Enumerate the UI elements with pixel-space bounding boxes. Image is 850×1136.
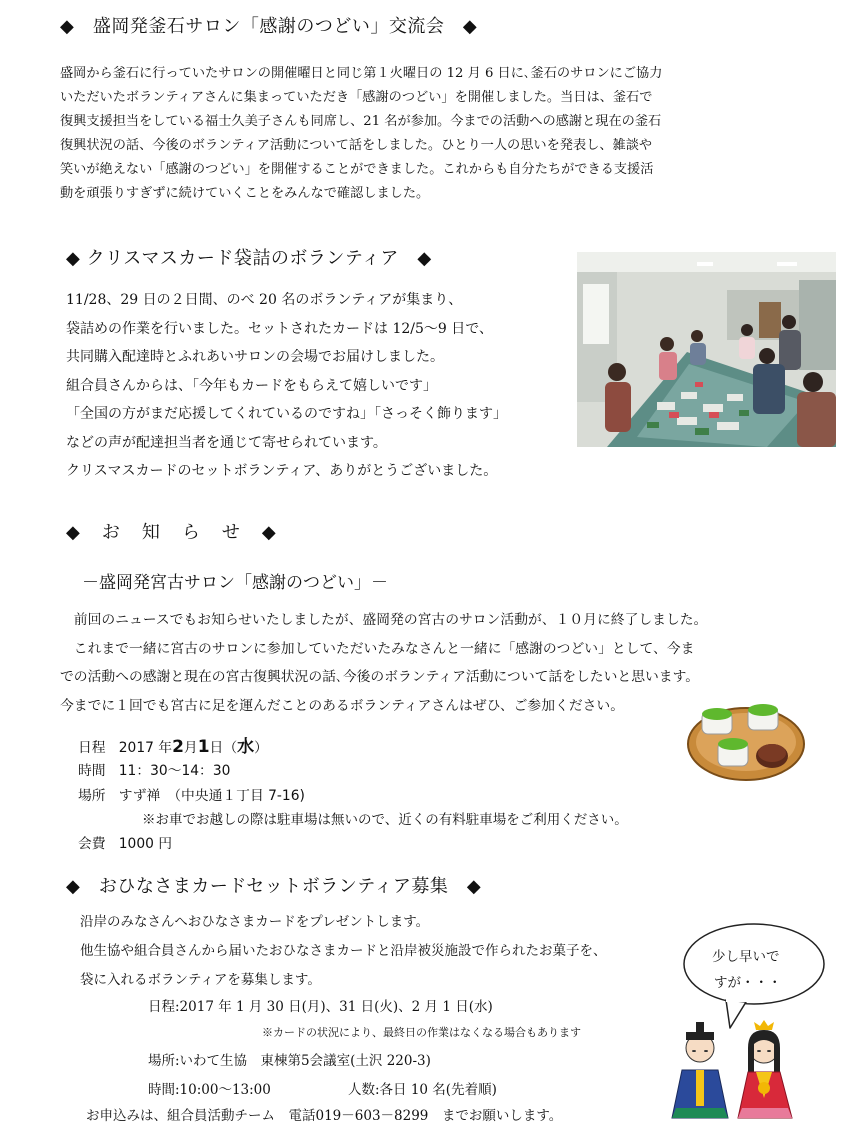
time-value: 11：30～14：30 (118, 763, 231, 779)
hina-place: 場所:いわて生協 東棟第5会議室(土沢 220-3) (148, 1053, 431, 1069)
text-line: 動を頑張りすぎずに続けていくことをみんなで確認しました。 (60, 186, 430, 201)
text-line: これまで一緒に宮古のサロンに参加していただいたみなさんと一緒に「感謝のつどい」として、今ま (60, 640, 695, 657)
parking-note: ※お車でお越しの際は駐車場は無いので、近くの有料駐車場をご利用ください。 (142, 812, 628, 828)
section-title-christmas: ◆ クリスマスカード袋詰のボランティア ◆ (66, 248, 432, 269)
date-close: ） (254, 740, 268, 756)
speech-bubble-text (712, 944, 782, 996)
text-line: などの声が配達担当者を通じて寄せられています。 (66, 434, 387, 451)
text-line: 前回のニュースでもお知らせいたしましたが、盛岡発の宮古のサロン活動が、１０月に終了しました。 (60, 612, 708, 628)
hina-paragraph (80, 908, 607, 995)
date-day-unit: 日（ (209, 740, 238, 756)
notice-paragraph (60, 606, 707, 720)
christmas-paragraph (66, 286, 507, 486)
text-line: 「全国の方がまだ応援してくれているのですね」「さっそく飾ります」 (66, 406, 507, 422)
date-month: 2 (172, 737, 184, 757)
text-line: 今までに１回でも宮古に足を運んだことのあるボランティアさんはぜひ、ご参加ください。 (60, 697, 625, 714)
text-line: いただいたボランティアさんに集まっていただき「感謝のつどい」を開催しました。当日は、釜石で (60, 90, 653, 105)
date-month-unit: 月 (183, 740, 198, 756)
hina-time: 時間:10:00～13:00 (148, 1082, 271, 1098)
time-label: 時間 (78, 763, 106, 779)
text-line: 復興状況の話、今後のボランティア活動について話をしました。ひとり一人の思いを発表し、雑談や (60, 138, 653, 153)
text-line: 盛岡から釜石に行っていたサロンの開催曜日と同じ第１火曜日の 12 月 6 日に､釜石のサロンにご協力 (60, 66, 663, 81)
section-title-notice: ◆ お 知 ら せ ◆ (66, 522, 278, 543)
bubble-line: 少し早いで (712, 949, 780, 965)
date-year: 2017 年 (118, 740, 173, 756)
notice-subtitle: －盛岡発宮古サロン「感謝のつどい」－ (82, 573, 388, 593)
event-place-row (78, 784, 305, 804)
text-line: 共同購入配達時とふれあいサロンの会場でお届けしました。 (66, 349, 444, 365)
text-line: クリスマスカードのセットボランティア、ありがとうございました。 (66, 463, 498, 479)
date-weekday: 水 (237, 737, 255, 757)
hina-schedule: 日程:2017 年 1 月 30 日(月)、31 日(火)、2 月 1 日(水) (148, 999, 493, 1015)
section-title-kamaishi: ◆ 盛岡発釜石サロン「感謝のつどい」交流会 ◆ (60, 16, 478, 37)
text-line: 沿岸のみなさんへおひなさまカードをプレゼントします。 (80, 914, 430, 930)
text-line: 組合員さんからは、｢今年もカードをもらえて嬉しいです｣ (66, 377, 430, 394)
fee-label: 会費 (78, 836, 106, 852)
event-time-row (78, 759, 230, 779)
hina-contact: お申込みは、組合員活動チーム 電話019－603－8299 までお願いします。 (86, 1108, 563, 1124)
hina-count: 人数:各日 10 名(先着順) (348, 1082, 497, 1098)
text-line: 袋に入れるボランティアを募集します。 (80, 972, 321, 988)
fee-value: 1000 円 (118, 836, 173, 852)
volunteer-photo (577, 252, 836, 447)
date-label: 日程 (78, 740, 106, 756)
hina-dolls-illustration (664, 1018, 804, 1122)
kamaishi-paragraph (60, 62, 662, 206)
text-line: 袋詰めの作業を行いました。セットされたカードは 12/5～9 日で、 (66, 320, 493, 337)
event-fee-row (78, 832, 172, 852)
text-line: での活動への感謝と現在の宮古復興状況の話､今後のボランティア活動について話をしたいと思います。 (60, 669, 700, 685)
tea-tray-illustration (686, 700, 806, 782)
text-line: 笑いが絶えない「感謝のつどい」を開催することができました。これからも自分たちができる支援活 (60, 162, 654, 177)
date-day: 1 (197, 737, 210, 757)
text-line: 他生協や組合員さんから届いたおひなさまカードと沿岸被災施設で作られたお菓子を、 (80, 943, 607, 959)
text-line: 復興支援担当をしている福士久美子さんも同席し、21 名が参加。今までの活動への感謝と現在の釜石 (60, 114, 662, 129)
place-label: 場所 (78, 788, 106, 804)
event-date-row (78, 732, 268, 757)
section-title-hinamatsuri: ◆ おひなさまカードセットボランティア募集 ◆ (66, 876, 482, 897)
hina-schedule-note: ※カードの状況により、最終日の作業はなくなる場合もあります (262, 1026, 581, 1039)
bubble-line: すが・・・ (714, 975, 782, 991)
place-value: すず禅 （中央通１丁目 7-16) (118, 788, 305, 804)
text-line: 11/28、29 日の２日間、のべ 20 名のボランティアが集まり、 (66, 292, 463, 308)
